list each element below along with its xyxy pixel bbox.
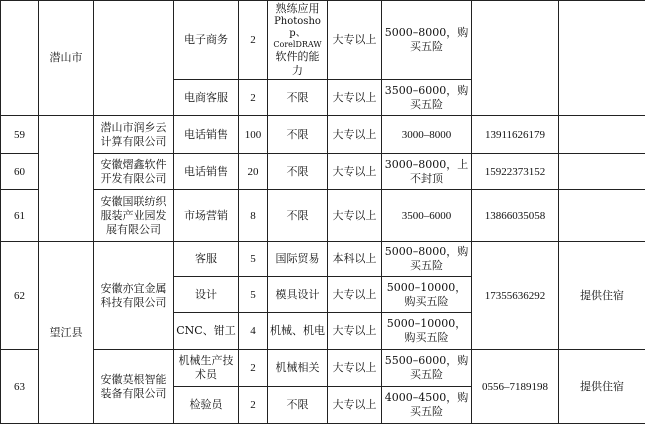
major-cell: 不限	[268, 80, 328, 116]
position-cell: 电子商务	[174, 1, 239, 80]
major-line: 力	[292, 64, 303, 77]
major-cell: 机械、机电	[268, 313, 328, 350]
major-cell	[268, 1, 328, 80]
phone-cell: 15922373152	[472, 154, 559, 190]
row-number-cell	[1, 1, 39, 116]
education-cell: 大专以上	[328, 1, 382, 80]
count-cell: 2	[239, 1, 268, 80]
row-number-cell: 62	[1, 242, 39, 350]
row-number-cell: 63	[1, 350, 39, 424]
position-cell: 检验员	[174, 387, 239, 424]
count-cell: 100	[239, 116, 268, 154]
major-cell: 国际贸易	[268, 242, 328, 277]
table-row	[1, 1, 645, 80]
major-line: 熟练应用	[275, 2, 320, 15]
position-cell: 电商客服	[174, 80, 239, 116]
table-row	[1, 242, 645, 277]
position-cell: 电话销售	[174, 154, 239, 190]
position-cell: 机械生产技术员	[174, 350, 239, 387]
phone-cell: 0556–7189198	[472, 350, 559, 424]
count-cell: 2	[239, 387, 268, 424]
education-cell: 大专以上	[328, 313, 382, 350]
count-cell: 2	[239, 80, 268, 116]
position-cell: 客服	[174, 242, 239, 277]
position-cell: CNC、钳工	[174, 313, 239, 350]
note-cell: 提供住宿	[559, 350, 645, 424]
salary-cell: 5000–10000，购买五险	[382, 313, 472, 350]
table-row	[1, 350, 645, 387]
note-cell	[559, 1, 645, 116]
count-cell: 2	[239, 350, 268, 387]
phone-cell: 17355636292	[472, 242, 559, 350]
count-cell: 8	[239, 190, 268, 242]
major-line: 软件的能	[275, 50, 320, 63]
salary-cell: 3500–6000，购买五险	[382, 80, 472, 116]
education-cell: 大专以上	[328, 80, 382, 116]
salary-cell: 3000–8000，上不封顶	[382, 154, 472, 190]
phone-cell: 13911626179	[472, 116, 559, 154]
education-cell: 大专以上	[328, 277, 382, 313]
table-row	[1, 154, 645, 190]
position-cell: 电话销售	[174, 116, 239, 154]
education-cell: 大专以上	[328, 350, 382, 387]
major-cell: 机械相关	[268, 350, 328, 387]
table-row	[1, 116, 645, 154]
count-cell: 5	[239, 277, 268, 313]
major-cell: 不限	[268, 116, 328, 154]
salary-cell: 3500–6000	[382, 190, 472, 242]
row-number-cell: 59	[1, 116, 39, 154]
county-cell: 望江县	[39, 242, 94, 424]
major-cell: 不限	[268, 387, 328, 424]
company-cell: 安徽莫根智能装备有限公司	[94, 350, 174, 424]
company-cell: 安徽熠鑫软件开发有限公司	[94, 154, 174, 190]
row-number-cell: 60	[1, 154, 39, 190]
note-cell: 提供住宿	[559, 242, 645, 350]
note-cell	[559, 116, 645, 154]
salary-cell: 5000–10000，购买五险	[382, 277, 472, 313]
salary-cell: 3000–8000	[382, 116, 472, 154]
company-cell	[94, 1, 174, 116]
note-cell	[559, 190, 645, 242]
company-cell: 潜山市润乡云计算有限公司	[94, 116, 174, 154]
education-cell: 大专以上	[328, 190, 382, 242]
major-cell: 不限	[268, 154, 328, 190]
phone-cell	[472, 1, 559, 116]
education-cell: 大专以上	[328, 154, 382, 190]
note-cell	[559, 154, 645, 190]
count-cell: 4	[239, 313, 268, 350]
major-line: Photoshop、	[274, 16, 321, 39]
major-line: CorelDRAW	[273, 40, 322, 49]
position-cell: 设计	[174, 277, 239, 313]
major-cell: 不限	[268, 190, 328, 242]
education-cell: 大专以上	[328, 116, 382, 154]
salary-cell: 4000–4500，购买五险	[382, 387, 472, 424]
salary-cell: 5500–6000，购买五险	[382, 350, 472, 387]
row-number-cell: 61	[1, 190, 39, 242]
phone-cell: 13866035058	[472, 190, 559, 242]
company-cell: 安徽国联纺织服装产业园发展有限公司	[94, 190, 174, 242]
company-cell: 安徽亦宜金属科技有限公司	[94, 242, 174, 350]
major-cell: 模具设计	[268, 277, 328, 313]
count-cell: 20	[239, 154, 268, 190]
salary-cell: 5000–8000，购买五险	[382, 242, 472, 277]
position-cell: 市场营销	[174, 190, 239, 242]
education-cell: 大专以上	[328, 387, 382, 424]
county-cell	[39, 116, 94, 242]
table-row	[1, 190, 645, 242]
salary-cell: 5000–8000，购买五险	[382, 1, 472, 80]
count-cell: 5	[239, 242, 268, 277]
education-cell: 本科以上	[328, 242, 382, 277]
county-cell: 潜山市	[39, 1, 94, 116]
